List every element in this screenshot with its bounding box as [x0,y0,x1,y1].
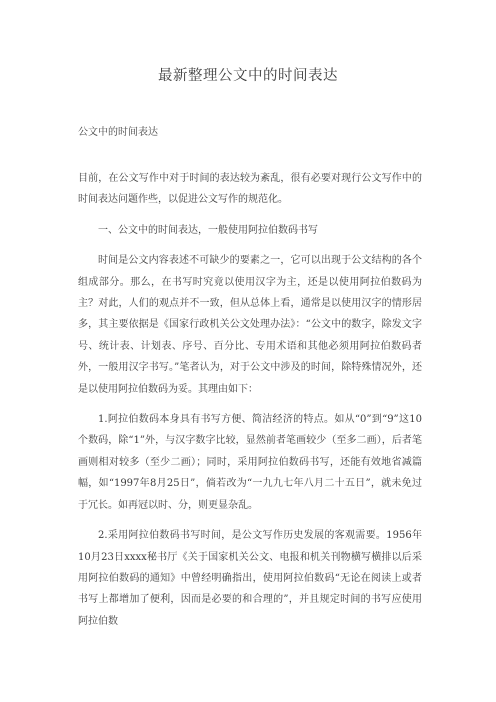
paragraph: 一、公文中的时间表达，一般使用阿拉伯数码书写 [98,224,318,236]
paragraph: 2.采用阿拉伯数码书写时间，是公文写作历史发展的客观需要。1956年10月23日xxxx秘书厅《关于国家机关公文、电报和机关刊物横写横排以后采用阿拉伯数码的通知》中曾经明确指出，使用阿拉伯数码“无论在阅读上或者书写上都增加了便利，因而是必要的和合理的”，并且规定时间的书写应使用阿拉伯数 [78,530,422,627]
document-subtitle: 公文中的时间表达 [78,127,158,138]
document-body [78,168,422,641]
paragraph: 1.阿拉伯数码本身具有书写方便、简洁经济的特点。如从“0”到“9”这10个数码，除“1”外，与汉字数字比较，显然前者笔画较少（至多二画），后者笔画则相对较多（至少二画）；同时，采用阿拉伯数码书写，还能有效地省减篇幅，如“1997年8月25日”，倘若改为“一九九七年八月二十五日”，就未免过于冗长。如再冠以时、分，则更显杂乱。 [78,414,422,511]
paragraph: 时间是公文内容表述不可缺少的要素之一，它可以出现于公文结构的各个组成部分。那么，在书写时究竟以使用汉字为主，还是以使用阿拉伯数码为主？对此，人们的观点并不一致，但从总体上看，通常是以使用汉字的情形居多，其主要依据是《国家行政机关公文处理办法》：“公文中的数字，除发文字号、统计表、计划表、序号、百分比、专用术语和其他必须用阿拉伯数码者外，一般用汉字书写。”笔者认为，对于公文中涉及的时间，除特殊情况外，还是以使用阿拉伯数码为妥。其理由如下： [78,255,422,395]
paragraph: 目前，在公文写作中对于时间的表达较为紊乱，很有必要对现行公文写作中的时间表达问题作些，以促进公文写作的规范化。 [78,173,422,206]
document-title: 最新整理公文中的时间表达 [158,68,338,84]
